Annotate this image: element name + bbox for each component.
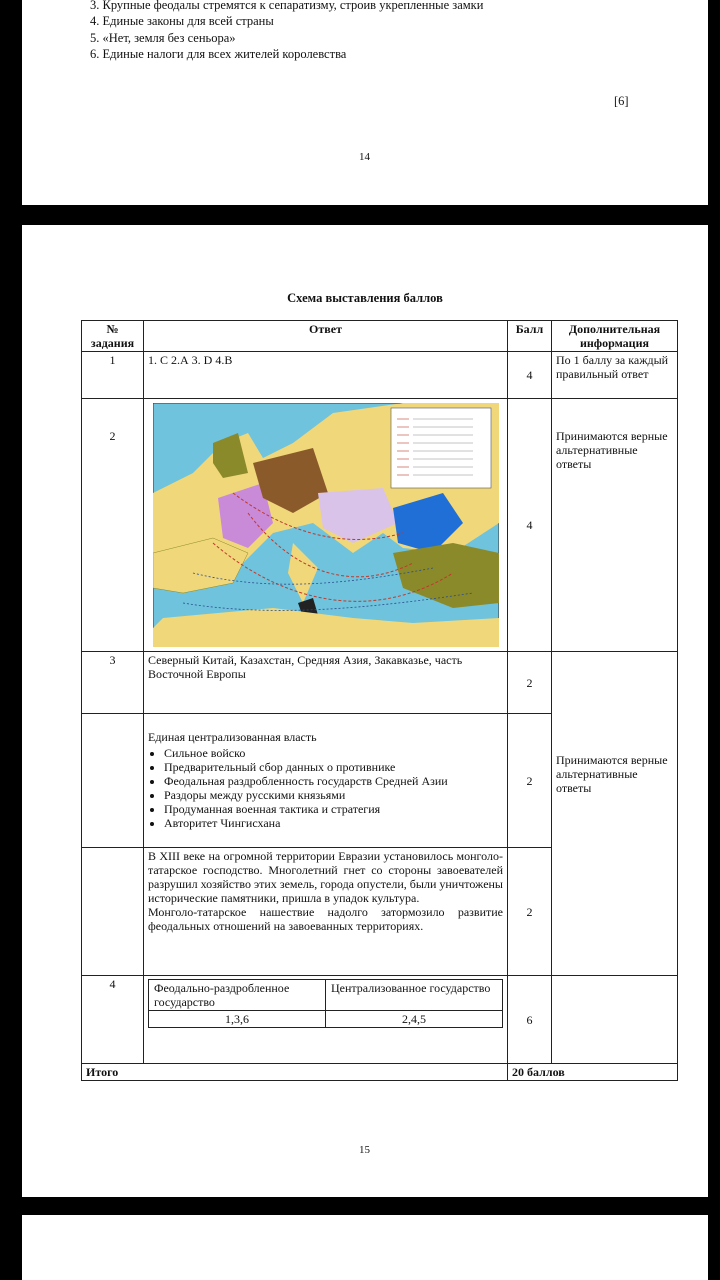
item-4: 4. Единые законы для всей страны [90, 14, 274, 28]
page-number: 15 [359, 1144, 370, 1156]
total-row [82, 1064, 678, 1081]
table-row [82, 652, 678, 714]
list-item: • Феодальная раздробленность государств Средней Азии [164, 774, 503, 788]
score-mark: [6] [614, 94, 629, 108]
page-15 [22, 225, 708, 1197]
row4-ball: 6 [508, 976, 552, 1064]
list-item: • Авторитет Чингисхана [164, 816, 503, 830]
header-num: № задания [82, 321, 144, 352]
item-3: 3. Крупные феодалы стремятся к сепаратизму, строив укрепленные замки [90, 0, 484, 12]
row1-ball: 4 [508, 352, 552, 399]
row1-info: По 1 баллу за каждый правильный ответ [552, 352, 678, 399]
factors-list [148, 746, 503, 830]
title-text: Схема выставления баллов [287, 291, 443, 305]
item-5: 5. «Нет, земля без сеньора» [90, 31, 236, 45]
val-centralized: 2,4,5 [326, 1011, 503, 1028]
header-info: Дополнительная информация [552, 321, 678, 352]
table-row [82, 976, 678, 1064]
europe-map-image [153, 403, 499, 647]
row1-num: 1 [82, 352, 144, 399]
row2-map-cell [144, 399, 508, 652]
row3a-ball: 2 [508, 652, 552, 714]
header-ball: Балл [508, 321, 552, 352]
row3c-num [82, 848, 144, 976]
list-item: • Предварительный сбор данных о противнике [164, 760, 503, 774]
col-fragmented: Феодально-раздробленное государство [149, 980, 326, 1011]
row3b-title: Единая централизованная власть [148, 730, 317, 744]
row3b-num [82, 714, 144, 848]
row4-num: 4 [82, 976, 144, 1064]
row4-info [552, 976, 678, 1064]
list-item: • Сильное войско [164, 746, 503, 760]
row3c-ball: 2 [508, 848, 552, 976]
list-item: • Раздоры между русскими князьями [164, 788, 503, 802]
page-title [22, 291, 708, 305]
next-page [22, 1215, 708, 1280]
total-label: Итого [82, 1064, 508, 1081]
row3a-answer: Северный Китай, Казахстан, Средняя Азия, Закавказье, часть Восточной Европы [144, 652, 508, 714]
row3c-answer [144, 848, 508, 976]
scoring-table [81, 320, 678, 1081]
header-row [82, 321, 678, 352]
row3-info: Принимаются верные альтернативные ответы [552, 652, 678, 976]
row3b-answer [144, 714, 508, 848]
row3c-paragraph-2: Монголо-татарское нашествие надолго затормозило развитие феодальных отношений на завоеванных территориях. [148, 905, 503, 933]
col-centralized: Централизованное государство [326, 980, 503, 1011]
val-fragmented: 1,3,6 [149, 1011, 326, 1028]
header-answer: Ответ [144, 321, 508, 352]
row1-answer: 1. С 2.А 3. D 4.В [144, 352, 508, 399]
page-number: 14 [359, 151, 370, 163]
list-item: • Продуманная военная тактика и стратегия [164, 802, 503, 816]
row3b-ball: 2 [508, 714, 552, 848]
total-value: 20 баллов [508, 1064, 678, 1081]
state-type-table [148, 979, 503, 1028]
row2-ball: 4 [508, 399, 552, 652]
row3c-paragraph-1: В XIII веке на огромной территории Евразии установилось монголо-татарское господство. Многолетний гнет со стороны завоевателей разрушил хозяйство этих земель, города опустели, были уничтожены исторические памятники, пришла в упадок культура. [148, 849, 503, 905]
row2-info: Принимаются верные альтернативные ответы [552, 399, 678, 652]
table-row [82, 399, 678, 652]
table-row [82, 352, 678, 399]
row3-num: 3 [82, 652, 144, 714]
page-14 [22, 0, 708, 205]
row4-answer [144, 976, 508, 1064]
row2-num: 2 [82, 399, 144, 652]
item-6: 6. Единые налоги для всех жителей королевства [90, 47, 347, 61]
